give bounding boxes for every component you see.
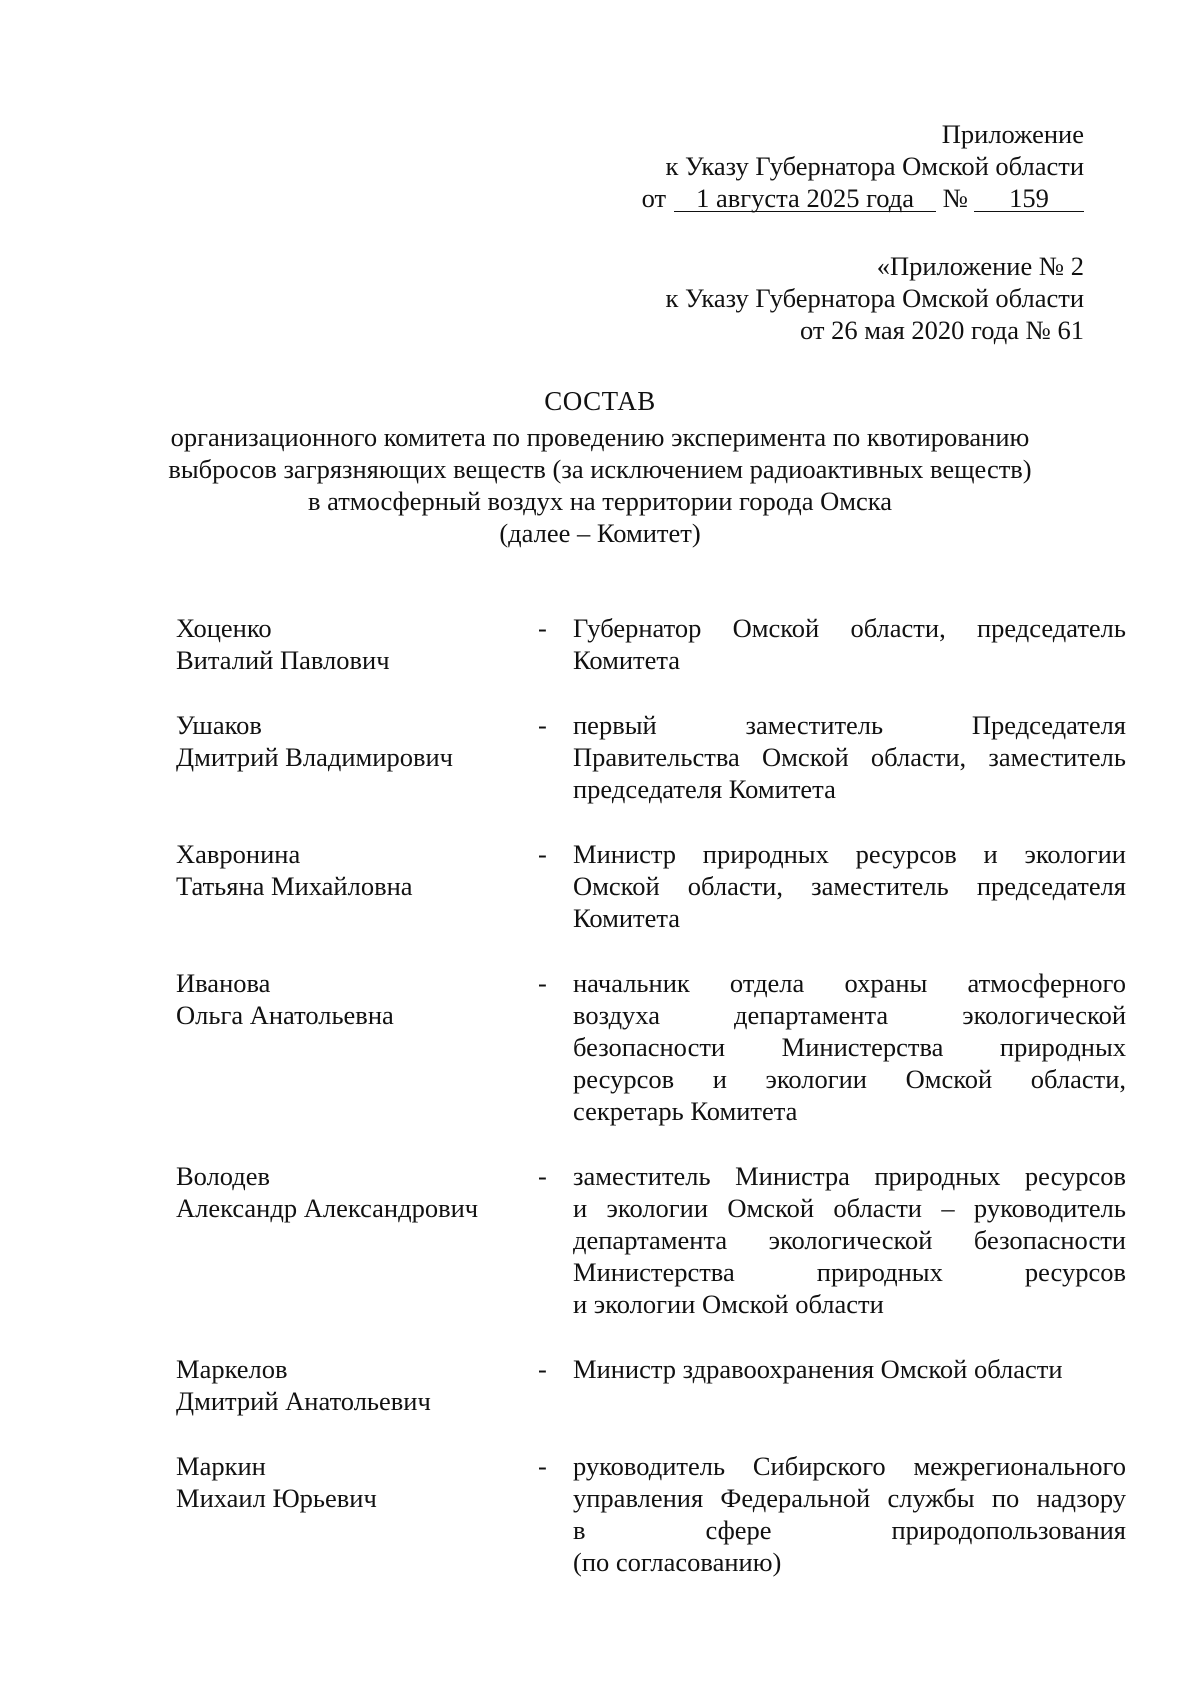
document-title — [0, 385, 1200, 549]
appendix-label: Приложение — [941, 119, 1084, 149]
member-row — [176, 838, 1126, 934]
member-surname: Маркелов — [176, 1354, 288, 1384]
member-role-line: (по согласованию) — [573, 1547, 782, 1577]
title-line: организационного комитета по проведению эксперимента по квотированию — [170, 422, 1030, 452]
member-name — [176, 612, 516, 676]
appendix-number-sign: № — [942, 183, 968, 213]
member-role-line: безопасности Министерства природных — [573, 1032, 1126, 1062]
member-dash: - — [538, 710, 547, 740]
member-role-line: Министр природных ресурсов и экологии — [573, 839, 1126, 869]
title-line: в атмосферный воздух на территории города Омска — [308, 486, 892, 516]
member-list — [176, 612, 1126, 1611]
member-surname: Хоценко — [176, 613, 272, 643]
member-role-line: Правительства Омской области, заместитель — [573, 742, 1126, 772]
member-row — [176, 612, 1126, 676]
member-role-line: Министерства природных ресурсов — [573, 1257, 1126, 1287]
appendix-date-line — [642, 182, 1084, 214]
member-role-line: первый заместитель Председателя — [573, 710, 1126, 740]
member-role-line: Губернатор Омской области, председатель — [573, 613, 1126, 643]
member-role — [573, 1450, 1126, 1578]
member-dash: - — [538, 1161, 547, 1191]
member-given-names: Дмитрий Анатольевич — [176, 1386, 431, 1416]
member-role-line: руководитель Сибирского межрегионального — [573, 1451, 1126, 1481]
member-surname: Володев — [176, 1161, 271, 1191]
appendix-decree-ref: к Указу Губернатора Омской области — [665, 151, 1084, 181]
member-surname: Иванова — [176, 968, 271, 998]
member-dash: - — [538, 1451, 547, 1481]
member-row — [176, 1160, 1126, 1320]
member-role-line: Комитета — [573, 903, 681, 933]
member-row — [176, 1450, 1126, 1578]
member-role-line: Комитета — [573, 645, 681, 675]
member-row — [176, 1353, 1126, 1417]
member-given-names: Татьяна Михайловна — [176, 871, 413, 901]
appendix-date-prefix: от — [641, 183, 667, 213]
member-role-line: управления Федеральной службы по надзору — [573, 1483, 1126, 1513]
appendix-header — [642, 118, 1084, 214]
member-dash: - — [538, 839, 547, 869]
member-name — [176, 967, 516, 1031]
appendix-number: 159 — [974, 185, 1084, 212]
member-dash: - — [538, 613, 547, 643]
prior-appendix-label: «Приложение № 2 — [876, 251, 1084, 281]
prior-appendix-header — [665, 250, 1084, 346]
member-role-line: Министр здравоохранения Омской области — [573, 1354, 1063, 1384]
member-name — [176, 1353, 516, 1417]
member-dash: - — [538, 1354, 547, 1384]
member-given-names: Александр Александрович — [176, 1193, 479, 1223]
title-line: (далее – Комитет) — [499, 518, 701, 548]
member-role-line: Омской области, заместитель председателя — [573, 871, 1126, 901]
member-name — [176, 838, 516, 902]
member-given-names: Дмитрий Владимирович — [176, 742, 453, 772]
member-given-names: Михаил Юрьевич — [176, 1483, 377, 1513]
member-row — [176, 709, 1126, 805]
member-row — [176, 967, 1126, 1127]
member-role-line: воздуха департамента экологической — [573, 1000, 1126, 1030]
member-role — [573, 1160, 1126, 1320]
member-given-names: Виталий Павлович — [176, 645, 390, 675]
member-role-line: департамента экологической безопасности — [573, 1225, 1126, 1255]
title-heading: СОСТАВ — [544, 386, 656, 416]
member-role-line: заместитель Министра природных ресурсов — [573, 1161, 1126, 1191]
member-role-line: ресурсов и экологии Омской области, — [573, 1064, 1126, 1094]
prior-appendix-decree-ref: к Указу Губернатора Омской области — [665, 283, 1084, 313]
member-name — [176, 1450, 516, 1514]
member-role — [573, 709, 1126, 805]
member-role — [573, 1353, 1126, 1417]
member-role-line: начальник отдела охраны атмосферного — [573, 968, 1126, 998]
member-role — [573, 612, 1126, 676]
prior-appendix-date: от 26 мая 2020 года № 61 — [800, 315, 1084, 345]
member-role-line: и экологии Омской области — [573, 1289, 884, 1319]
member-role — [573, 967, 1126, 1127]
member-role-line: председателя Комитета — [573, 774, 836, 804]
member-surname: Маркин — [176, 1451, 266, 1481]
member-surname: Хавронина — [176, 839, 301, 869]
member-name — [176, 1160, 516, 1224]
member-dash: - — [538, 968, 547, 998]
member-given-names: Ольга Анатольевна — [176, 1000, 394, 1030]
member-role-line: в сфере природопользования — [573, 1515, 1126, 1545]
member-role-line: и экологии Омской области – руководитель — [573, 1193, 1126, 1223]
member-name — [176, 709, 516, 773]
member-surname: Ушаков — [176, 710, 262, 740]
title-line: выбросов загрязняющих веществ (за исключением радиоактивных веществ) — [168, 454, 1032, 484]
appendix-date: 1 августа 2025 года — [674, 185, 936, 212]
member-role — [573, 838, 1126, 934]
member-role-line: секретарь Комитета — [573, 1096, 798, 1126]
